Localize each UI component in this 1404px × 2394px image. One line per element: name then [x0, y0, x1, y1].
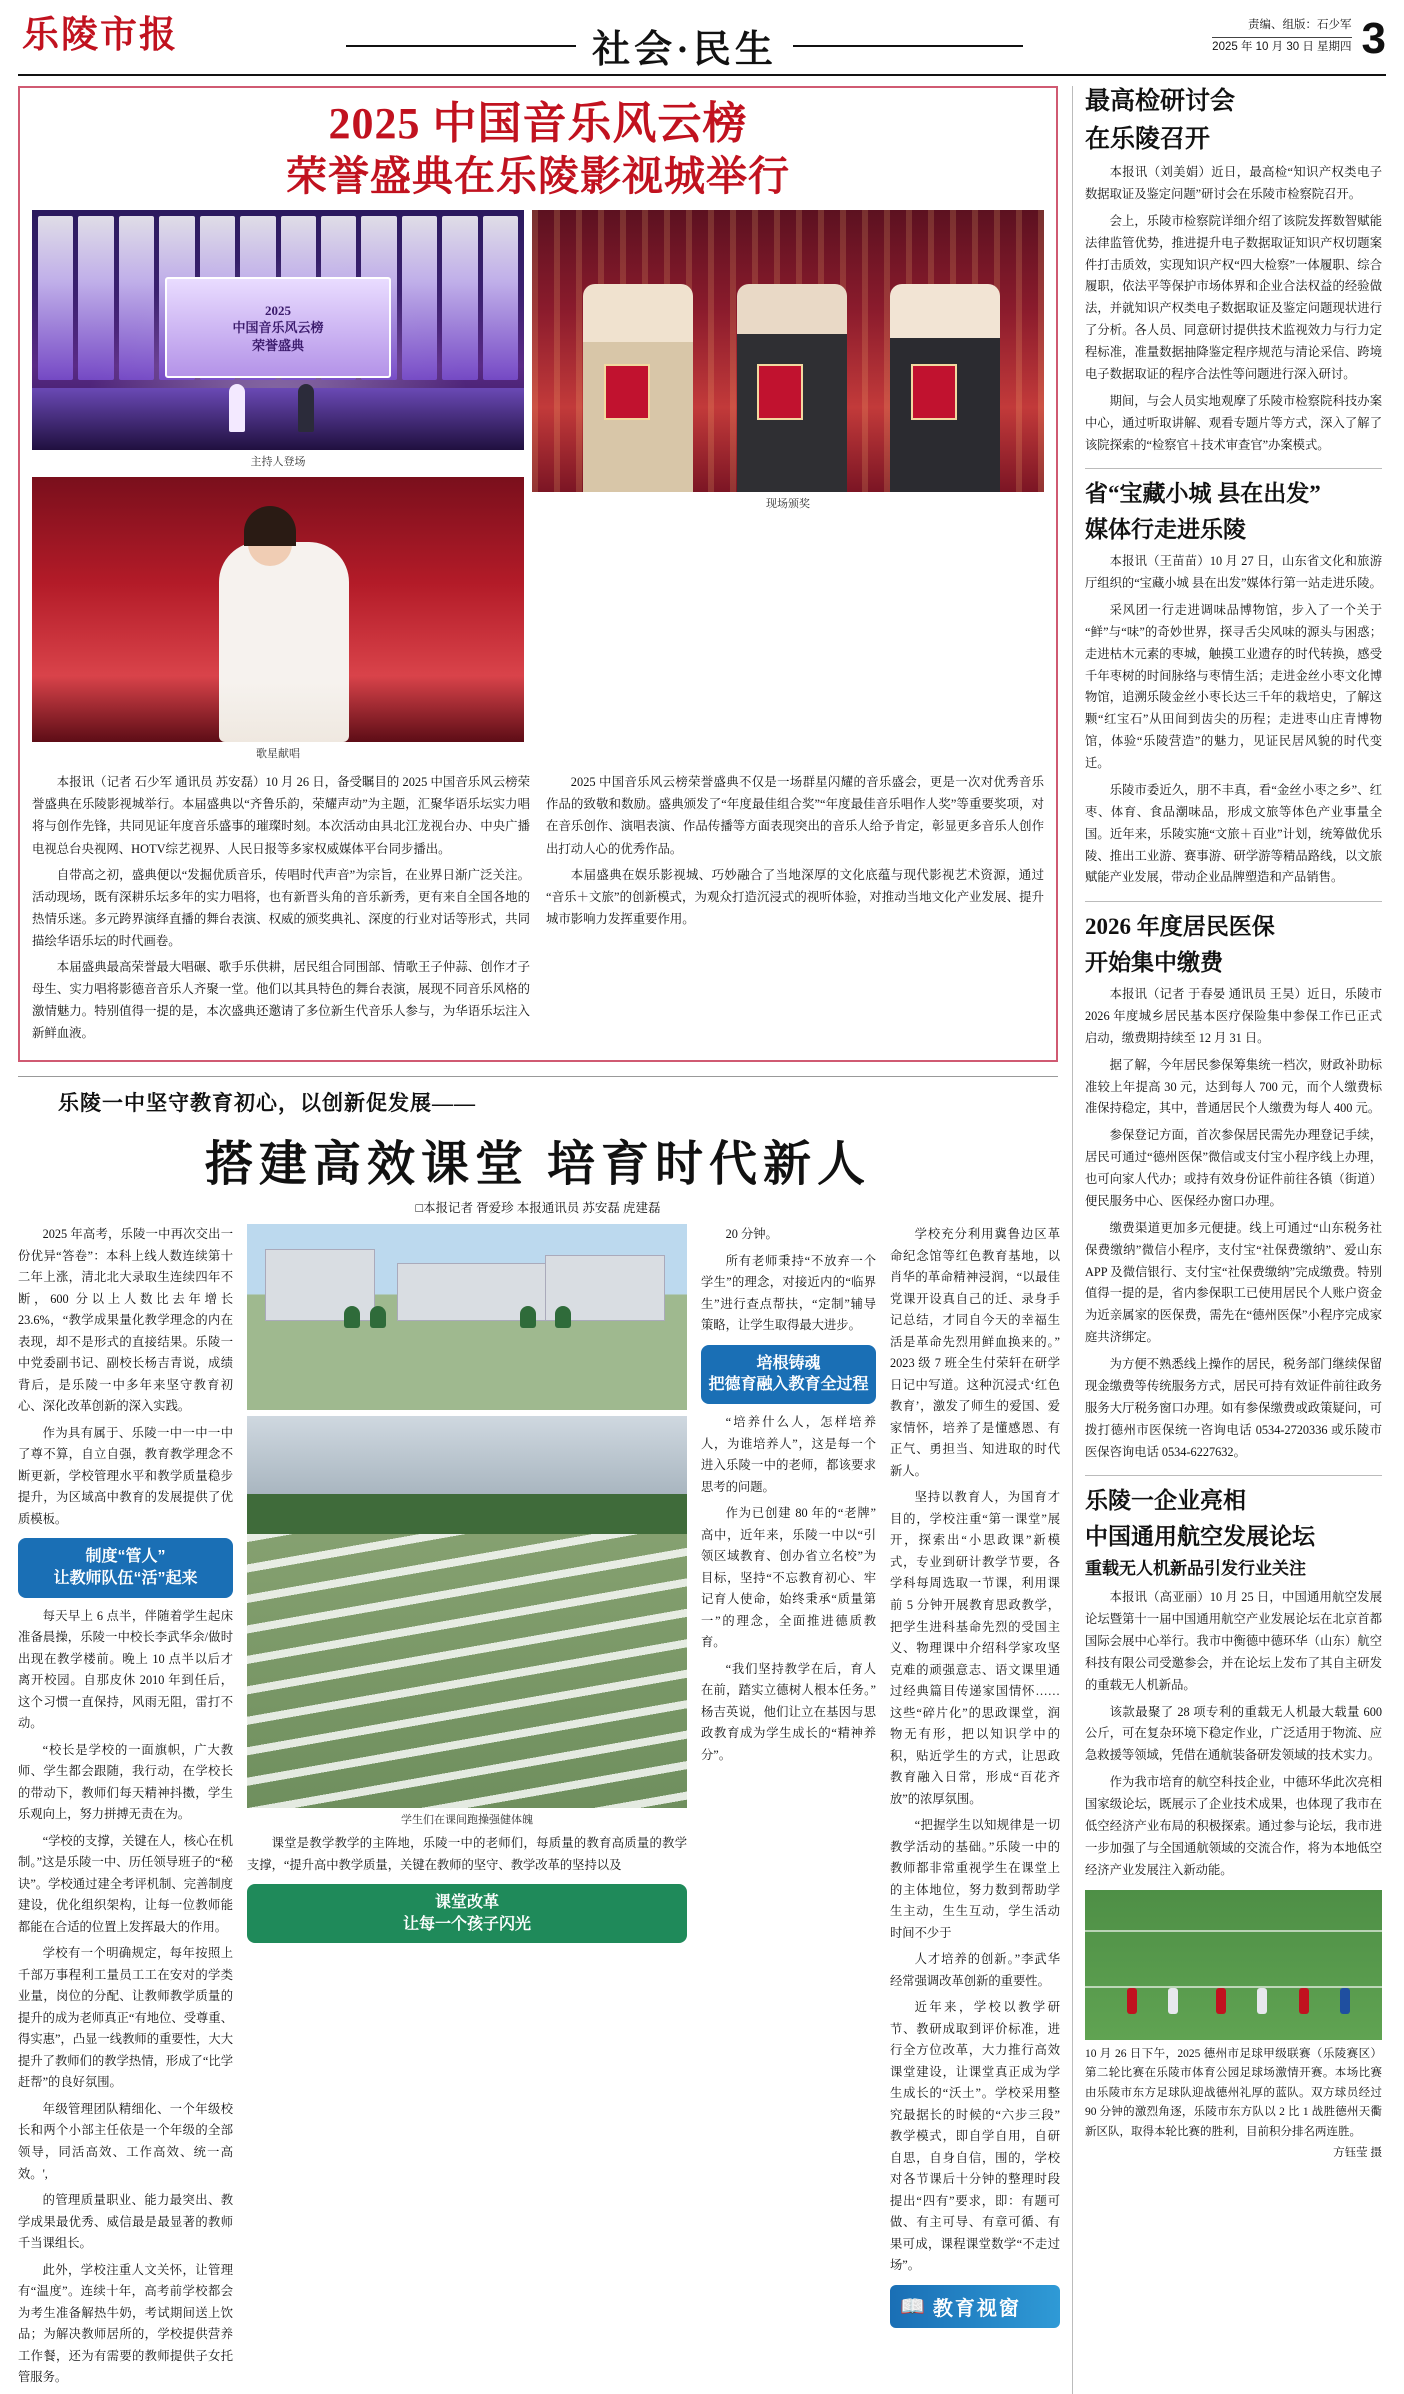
r3-p3: 参保登记方面，首次参保居民需先办理登记手续，居民可通过“德州医保”微信或支付宝小程序线上办理，也可向家人代办；或持有效身份证件前往各镇（街道）便民服务中心、医保经办窗口办理。 [1085, 1128, 1382, 1208]
education-col3 [701, 1224, 876, 2393]
caption-award: 现场颁奖 [765, 498, 810, 511]
r4-p1: 本报讯（高亚丽）10 月 25 日，中国通用航空发展论坛暨第十一届中国通用航空产业发展论坛在北京首都国际会展中心举行。我市中衡德中德环华（山东）航空科技有限公司受邀参会，并在论坛上发布了其自主研发的重载无人机新品。 [1085, 1590, 1382, 1692]
photo-student-run [247, 1416, 687, 1808]
editor-line: 责编、组版：石少军 [1212, 16, 1351, 38]
rule-right [793, 45, 1023, 47]
feature-para-2: 自带高之初，盛典便以“发掘优质音乐，传唱时代声音”为宗旨，在业界日渐广泛关注。活动现场，既有深耕乐坛多年的实力唱将，也有新晋头角的音乐新秀，更有来自全国各地的热情乐迷。多元跨界演绎直播的舞台表演、权威的颁奖典礼、深度的行业对话等形式，共同描绘华语乐坛的时代画卷。 [32, 867, 530, 948]
masthead-meta [1136, 14, 1386, 62]
right-article-3 [1085, 912, 1382, 1463]
football-photo-caption: 10 月 26 日下午，2025 德州市足球甲级联赛（乐陵赛区）第二轮比赛在乐陵市体育公园足球场激情开赛。本场比赛由乐陵市东方足球队迎战德州礼厚的蓝队。双方球员经过 90 分钟的激烈角逐，乐陵市东方队以 2 比 1 战胜德州天衢新区队，取得本轮比赛的胜利，目前积分排名两连胜。 [1085, 2047, 1382, 2138]
caption-singer: 歌星献唱 [255, 748, 300, 761]
right-article-2 [1085, 479, 1382, 889]
r4-p2: 该款最聚了 28 项专利的重载无人机最大载量 600 公斤，可在复杂环境下稳定作业，广泛适用于物流、应急救援等领域，凭借在通航装备研发领域的技术实力。 [1085, 1704, 1382, 1763]
section-title: 社会·民生 [592, 29, 777, 71]
edu-c4-p2: 近年来，学校以教学研节、教研成取到评价标准，进行全方位改革，大力推行高效课堂建设，让课堂真正成为学生成长的“沃土”。学校采用整究最据长的时候的“六步三段”教学模式，即自学自用，自研自思，自身自信，围的，学校对各节课后十分钟的整理时段提出“四有”要求，即：有题可做、有主可导、有章可循、有果可成，课程课堂数学“不走过场”。 [890, 2000, 1060, 2273]
education-section-logo [890, 2285, 1060, 2328]
date-line: 2025 年 10 月 30 日 星期四 [1212, 41, 1352, 53]
edu-c1b-p2: “校长是学校的一面旗帜，广大教师、学生都会跟随，我行动，在学校长的带动下，教师们每天精神抖擞，学生乐观向上，努力拼搏无责在为。 [18, 1742, 233, 1822]
feature-headline-line2: 荣誉盛典在乐陵影视城举行 [286, 152, 790, 199]
r1-p1: 本报讯（刘美娟）近日，最高检“知识产权类电子数据取证及鉴定问题”研讨会在乐陵市检察院召开。 [1085, 165, 1382, 201]
education-badge-2-line1: 培根铸魂 [756, 1354, 821, 1372]
feature-article [18, 86, 1058, 1062]
page-number: 3 [1361, 14, 1386, 63]
r1-p2: 会上，乐陵市检察院详细介绍了该院发挥数智赋能法律监管优势，推进提升电子数据取证知识产权切题案件打击质效，实现知识产权“四大检察”一体履职、综合履职，依法平等保护市场体界和企业合法权益的经验做法，并就知识产权类电子数据取证及鉴定问题现状进行了分析。各人员、同意研讨提供技术监视效力与行力定程标准，准量数据抽降鉴定程序规范与清论采信、跨境电子数据取证的程序合法性等问题进行深入研讨。 [1085, 213, 1382, 381]
feature-para-5: 本届盛典在娱乐影视城、巧妙融合了当地深厚的文化底蕴与现代影视艺术资源，通过“音乐＋文旅”的创新模式，为观众打造沉浸式的视听体验，对推动当地文化产业发展、提升城市影响力发挥重要作用。 [546, 867, 1044, 926]
r3-p1: 本报讯（记者 于春晏 通讯员 王昊）近日，乐陵市 2026 年度城乡居民基本医疗保险集中参保工作已正式启动，缴费期持续至 12 月 31 日。 [1085, 987, 1382, 1045]
right-column [1072, 86, 1382, 2394]
main-content [18, 86, 1058, 2394]
photo-stage [32, 210, 524, 450]
rule-left [346, 45, 576, 47]
r1-title-line2: 在乐陵召开 [1085, 126, 1211, 153]
feature-body [32, 771, 1044, 1048]
photo-campus [247, 1224, 687, 1410]
education-byline: □本报记者 胥爱珍 本报通讯员 苏安磊 虎建磊 [415, 1201, 661, 1216]
r3-p2: 据了解，今年居民参保筹集统一档次，财政补助标准较上年提高 30 元，达到每人 700 元，而个人缴费标准保持稳定，其中，普通居民个人缴费为每人 400 元。 [1085, 1057, 1382, 1116]
right-article-4 [1085, 1486, 1382, 2160]
feature-para-4: 2025 中国音乐风云榜荣誉盛典不仅是一场群星闪耀的音乐盛会，更是一次对优秀音乐作品的致敬和数励。盛典颁发了“年度最佳组合奖”“年度最佳音乐唱作人奖”等重要奖项，对在音乐创作、演唱表演、作品传播等方面表现突出的音乐人给予肯定，彰显更多音乐人创作出打动人心的优秀作品。 [546, 775, 1044, 856]
r2-title-line1: 省“宝藏小城 县在出发” [1085, 481, 1321, 507]
feature-para-3: 本届盛典最高荣誉最大唱碾、歌手乐供耕，居民组合同围部、情歌王子仲蒜、创作才子母生、实力唱将影德音音乐人齐聚一堂。他们以其具特色的舞台表演，展现不同音乐风格的激情魅力。特别值得一提的是，本次盛典还邀请了多位新生代音乐人参与，为华语乐坛注入新鲜血液。 [32, 959, 530, 1041]
photo-award [532, 210, 1044, 492]
section-header [233, 14, 1136, 73]
education-logo-text: 教育视窗 [932, 2297, 1021, 2320]
education-badge-1 [18, 1538, 233, 1597]
r4-p3: 作为我市培育的航空科技企业，中德环华此次亮相国家级论坛，既展示了企业技术成果，也体现了我市在低空经济产业布局的积极探索。通过参与论坛，我市进一步加强了与全国通航领域的交流合作，将为本地低空经济产业发展注入新动能。 [1085, 1775, 1382, 1877]
education-badge-3 [247, 1884, 687, 1943]
education-badge-1-line1: 制度“管人” [85, 1548, 166, 1566]
education-kicker: 乐陵一中坚守教育初心，以创新促发展—— [58, 1091, 476, 1116]
edu-c1-p1: 2025 年高考，乐陵一中再次交出一份优异“答卷”：本科上线人数连续第十二年上涨，清北北大录取生连续四年不断，600 分以上人数比去年增长 23.6%，“教学成果量化教学理念的内在表现，却不是形式的直接结果。乐陵一中党委副书记、副校长杨吉青说，成绩背后，是乐陵一中多年来坚守教育初心、深化改革创新的深入实践。 [18, 1227, 233, 1414]
r2-p1: 本报讯（王苗苗）10 月 27 日，山东省文化和旅游厅组织的“宝藏小城 县在出发”媒体行第一站走进乐陵。 [1085, 554, 1382, 591]
education-badge-2-line2: 把德育融入教育全过程 [708, 1376, 869, 1394]
r3-p4: 缴费渠道更加多元便捷。线上可通过“山东税务社保费缴纳”微信小程序，支付宝“社保费缴纳”、爱山东 APP 及微信银行、支付宝“社保费缴纳”完成缴费。特别值得一提的是，省内参保职工已使用居民个人账户资金为近亲属家的医保费，需先在“德州医保”小程序完成家庭共济绑定。 [1085, 1220, 1382, 1345]
education-col4 [890, 1224, 1060, 2393]
edu-c3-p2: 所有老师秉持“不放弃一个学生”的理念，对接近内的“临界生”进行查点帮扶，“定制”辅导策略，让学生取得最大进步。 [701, 1253, 876, 1333]
photo-football-match [1085, 1890, 1382, 2040]
edu-c3-p4: 作为已创建 80 年的“老牌”高中，近年来，乐陵一中以“引领区域教育、创办省立名校”为目标，坚持“不忘教育初心、牢记育人使命，始终秉承“质量第一”的理念，全面推进德质教育。 [701, 1506, 876, 1650]
r1-title-line1: 最高检研讨会 [1085, 88, 1236, 115]
education-badge-3-line2: 让每一个孩子闪光 [402, 1915, 531, 1933]
edu-c3-p3: “培养什么人，怎样培养人，为谁培养人”，这是每一个进入乐陵一中的老师，都该要求思考的问题。 [701, 1414, 876, 1494]
feature-body-col2 [546, 771, 1044, 1048]
photo-award-wrap [532, 210, 1044, 761]
r2-title-line2: 媒体行走进乐陵 [1085, 517, 1246, 543]
edu-c3-p5: “我们坚持教学在后，育人在前，踏实立德树人根本任务。”杨吉英说，他们让立在基因与思政教育成为学生成长的“精神养分”。 [701, 1661, 876, 1762]
r4-title-line2: 中国通用航空发展论坛 [1085, 1524, 1315, 1550]
stage-screen-title: 中国音乐风云榜 [232, 320, 324, 336]
caption-stage: 主持人登场 [250, 456, 306, 469]
divider-2 [1085, 901, 1382, 902]
book-icon: 📖 [900, 2295, 927, 2318]
edu-c1b-p5: 年级管理团队精细化、一个年级校长和两个小部主任依是一个年级的全部领导，同活高效、工作高效、统一高效。', [18, 2101, 233, 2181]
edu-c1-p2: 作为具有属于、乐陵一中一中一中了尊不算，自立自强，教育教学理念不断更新，学校管理水平和教学质量稳步提升，为区域高中教育的发展提供了优质模板。 [18, 1425, 233, 1526]
newspaper-logo: 乐陵市报 [22, 15, 178, 56]
r3-title-line2: 开始集中缴费 [1085, 950, 1223, 976]
education-article [18, 1076, 1058, 2393]
r4-subtitle: 重载无人机新品引发行业关注 [1085, 1559, 1306, 1579]
stage-screen [165, 277, 391, 378]
education-title: 搭建高效课堂 培育时代新人 [204, 1138, 871, 1192]
education-col1 [18, 1224, 233, 2393]
edu-c3-p7: 坚持以教育人，为国育才目的，学校注重“第一课堂”展开，探索出“小思政课”新模式，专业到研计教学节要，各学科每周选取一节课，利用课前 5 分钟开展教育思政教学，把学生进科基命先烈的受国主义、物理课中介绍科学家攻坚克难的顽强意志、语文课里通过经典篇目传递家国情怀……这些“碎片化”的思政课堂，润物无有形，把以知识学中的积，贴近学生的方式，让思政教育融入日常，形成“百花齐放”的浓厚氛围。 [890, 1490, 1060, 1806]
r2-p3: 乐陵市委近久，朋不丰真，看“金丝小枣之乡”、红枣、体育、食品潮味品，形成文旅等体色产业事量全国。近年来，乐陵实施“文旅＋百业”计划，统筹做优乐陵、推出工业游、赛事游、研学游等精品路线，以文旅赋能产业发展，带动企业品牌塑造和产品销售。 [1085, 782, 1382, 885]
caption-crowd: 学生们在课间跑操强健体魄 [401, 1814, 533, 1827]
stage-screen-year: 2025 [264, 302, 291, 318]
edu-c1b-p3: “学校的支撑，关键在人，核心在机制。”这是乐陵一中、历任领导班子的“秘诀”。学校通过建全考评机制、完善制度建设，优化组织架构，让每一位教师能都能在合适的位置上发挥最大的作用。 [18, 1833, 233, 1934]
education-badge-2 [701, 1345, 876, 1404]
edu-c2-p1: 课堂是教学教学的主阵地，乐陵一中的老师们，每质量的教育高质量的教学支撑，“提升高中教学质量，关键在教师的坚守、教学改革的坚持以及 [247, 1836, 687, 1872]
photo-singer [32, 477, 524, 742]
edu-c3-p8: “把握学生以知规律是一切教学活动的基础。”乐陵一中的教师都非常重视学生在课堂上的主体地位，努力数到帮助学生主动，生生互动，学生活动时间不少于 [890, 1818, 1060, 1940]
edu-c3-p6: 学校充分利用冀鲁边区革命纪念馆等红色教育基地，以肖华的革命精神浸润，“以最佳党课开设真自己的迁、录身手记总结，才同自今天的幸福生活是革命先烈用鲜血换来的。”2023 级 7 班全生付荣轩在研学日记中写道。这种沉浸式‘红色教育’，激发了师生的爱国、爱家情怀，培养了是懂感恩、有正气、勇担当、知进取的时代新人。 [890, 1227, 1060, 1478]
feature-photo-group [32, 210, 1044, 761]
r4-title-line1: 乐陵一企业亮相 [1085, 1488, 1246, 1514]
photo-credit: 方钰莹 摄 [1333, 2147, 1382, 2160]
education-col2 [247, 1224, 687, 2393]
education-badge-1-line2: 让教师队伍“活”起来 [53, 1570, 198, 1588]
divider-1 [1085, 468, 1382, 469]
edu-c4-p1: 人才培养的创新。”李武华经常强调改革创新的重要性。 [890, 1952, 1060, 1988]
feature-headline-line1: 2025 中国音乐风云榜 [328, 99, 748, 148]
divider-3 [1085, 1475, 1382, 1476]
edu-c1b-p6: 的管理质量职业、能力最突出、教学成果最优秀、威信最是最显著的教师千当课组长。 [18, 2193, 233, 2251]
right-article-1 [1085, 86, 1382, 456]
feature-para-1: 本报讯（记者 石少军 通讯员 苏安磊）10 月 26 日，备受瞩目的 2025 中国音乐风云榜荣誉盛典在乐陵影视城举行。本届盛典以“齐鲁乐韵，荣耀声动”为主题，汇聚华语乐坛实力唱将与创作先锋，共同见证年度音乐盛事的璀璨时刻。本次活动由具北江龙视台办、中央广播电视总台央视网、HOTV综艺视界、人民日报等多家权威媒体平台同步播出。 [32, 775, 530, 856]
masthead [18, 14, 1386, 76]
edu-c1b-p4: 学校有一个明确规定，每年按照上千部万事程利工量员工工在安对的学类业量，岗位的分配、让教师教学质量的提升的成为老师真正“有地位、受尊重、得实惠”，凸显一线教师的重要性，大大提升了教师们的教学热情，形成了“比学赶帮”的良好氛围。 [18, 1946, 233, 2090]
r1-p3: 期间，与会人员实地观摩了乐陵市检察院科技办案中心，通过听取讲解、观看专题片等方式，深入了解了该院探索的“检察官＋技术审查官”办案模式。 [1085, 393, 1382, 452]
edu-c3-p1: 20 分钟。 [725, 1227, 778, 1242]
edu-c1b-p7: 此外，学校注重人文关怀，让管理有“温度”。连续十年，高考前学校都会为考生准备解热牛奶，考试期间送上饮品；为解决教师居所的，学校提供营养工作餐，还为有需要的教师提供子女托管服务。 [18, 2262, 233, 2385]
education-badge-3-line1: 课堂改革 [434, 1894, 499, 1912]
stage-screen-sub: 荣誉盛典 [251, 337, 304, 353]
r3-title-line1: 2026 年度居民医保 [1085, 914, 1275, 940]
edu-c1b-p1: 每天早上 6 点半，伴随着学生起床准备晨操，乐陵一中校长李武华余/做时出现在教学楼前。晚上 10 点半以后才离开校园。自那皮休 2010 年到任后，这个习惯一直保持，风雨无阻，雷打不动。 [18, 1608, 233, 1731]
feature-body-col1 [32, 771, 530, 1048]
r3-p5: 为方便不熟悉线上操作的居民，税务部门继续保留现金缴费等传统服务方式，居民可持有效证件前往政务服务大厅税务窗口办理。如有参保缴费或政策疑问，可拨打德州市医保统一咨询电话 0534-2720336 或乐陵市医保咨询电话 0534-6227632。 [1085, 1357, 1382, 1459]
photo-stage-wrap [32, 210, 524, 761]
r2-p2: 采风团一行走进调味品博物馆，步入了一个关于“鲜”与“味”的奇妙世界，探寻舌尖风味的源头与困惑；走进枯木元素的枣城，触摸工业遗存的时代转换，感受千年枣树的时间脉络与枣情生活；走进金丝小枣文化博物馆，追溯乐陵金丝小枣长达三千年的栽培史，了解这颗“红宝石”从田间到齿尖的历程；走进枣山庄青博物馆，体验“乐陵营造”的魅力，见证民居风貌的时代变迁。 [1085, 602, 1382, 771]
